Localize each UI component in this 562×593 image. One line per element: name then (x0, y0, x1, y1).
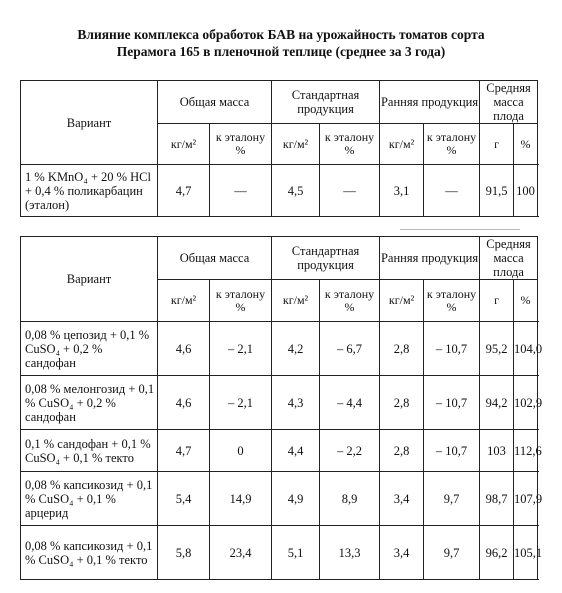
yield-table-standard (20, 80, 538, 217)
total-mass-pct: 14,9 (210, 472, 272, 526)
table-row (21, 430, 538, 472)
early-pct: – 10,7 (424, 376, 480, 430)
header-g: г (480, 124, 514, 165)
table-row (21, 165, 538, 217)
title-line-2: Перамога 165 в пленочной теплице (среднее за 3 года) (116, 44, 446, 59)
header-early: Ранняя продукция (380, 81, 480, 124)
avg-fruit-pct: 104,0 (514, 322, 538, 376)
early-value: 2,8 (380, 430, 424, 472)
total-mass-value: 5,8 (158, 526, 210, 580)
total-mass-value: 4,6 (158, 322, 210, 376)
total-mass-pct: 0 (210, 430, 272, 472)
total-mass-pct: — (210, 165, 272, 217)
total-mass-pct: 23,4 (210, 526, 272, 580)
header-g: г (480, 280, 514, 322)
header-kg-m2: кг/м² (158, 280, 210, 322)
avg-fruit-g: 95,2 (480, 322, 514, 376)
avg-fruit-g: 96,2 (480, 526, 514, 580)
early-pct: 9,7 (424, 472, 480, 526)
variant-cell: 0,08 % цепозид + 0,1 % CuSO₄ + 0,2 % сандофан (21, 322, 158, 376)
avg-fruit-g: 91,5 (480, 165, 514, 217)
early-pct: — (424, 165, 480, 217)
header-variant: Вариант (21, 237, 158, 322)
table-row (21, 376, 538, 430)
header-kg-m2: кг/м² (272, 280, 320, 322)
standard-value: 4,3 (272, 376, 320, 430)
header-standard: Стандартная продукция (272, 237, 380, 280)
total-mass-value: 4,7 (158, 430, 210, 472)
header-kg-m2: кг/м² (380, 124, 424, 165)
early-value: 3,4 (380, 526, 424, 580)
header-kg-m2: кг/м² (272, 124, 320, 165)
early-value: 2,8 (380, 322, 424, 376)
total-mass-pct: – 2,1 (210, 322, 272, 376)
avg-fruit-pct: 105,1 (514, 526, 538, 580)
variant-cell: 0,08 % капсикозид + 0,1 % CuSO₄ + 0,1 % арцерид (21, 472, 158, 526)
total-mass-value: 4,7 (158, 165, 210, 217)
standard-pct: – 4,4 (320, 376, 380, 430)
header-variant: Вариант (21, 81, 158, 165)
avg-fruit-g: 94,2 (480, 376, 514, 430)
standard-pct: – 6,7 (320, 322, 380, 376)
table-row (21, 472, 538, 526)
avg-fruit-g: 103 (480, 430, 514, 472)
standard-pct: 13,3 (320, 526, 380, 580)
yield-table-treatments (20, 236, 543, 580)
divider (400, 229, 520, 230)
avg-fruit-pct: 100 (514, 165, 538, 217)
early-pct: – 10,7 (424, 430, 480, 472)
variant-cell: 0,1 % сандофан + 0,1 % CuSO₄ + 0,1 % текто (21, 430, 158, 472)
standard-pct: 8,9 (320, 472, 380, 526)
total-mass-value: 4,6 (158, 376, 210, 430)
header-kg-m2: кг/м² (380, 280, 424, 322)
standard-value: 4,5 (272, 165, 320, 217)
header-total-mass: Общая масса (158, 81, 272, 124)
early-pct: 9,7 (424, 526, 480, 580)
header-to-standard: к эталону % (424, 280, 480, 322)
title-line-1: Влияние комплекса обработок БАВ на урожайность томатов сорта (77, 27, 485, 42)
header-kg-m2: кг/м² (158, 124, 210, 165)
table-row (21, 322, 538, 376)
header-pct: % (514, 280, 538, 322)
variant-cell: 1 % KMnO₄ + 20 % HCl + 0,4 % поликарбацин (эталон) (21, 165, 158, 217)
avg-fruit-pct: 107,9 (514, 472, 538, 526)
header-avg-fruit: Средняя масса плода (480, 237, 538, 280)
avg-fruit-pct: 112,6 (514, 430, 538, 472)
header-to-standard: к эталону % (320, 280, 380, 322)
standard-value: 4,9 (272, 472, 320, 526)
standard-value: 4,4 (272, 430, 320, 472)
document-title (0, 26, 562, 60)
header-total-mass: Общая масса (158, 237, 272, 280)
header-standard: Стандартная продукция (272, 81, 380, 124)
total-mass-value: 5,4 (158, 472, 210, 526)
standard-value: 4,2 (272, 322, 320, 376)
header-to-standard: к эталону % (320, 124, 380, 165)
table-row (21, 526, 538, 580)
standard-pct: — (320, 165, 380, 217)
header-avg-fruit: Средняя масса плода (480, 81, 538, 124)
header-to-standard: к эталону % (424, 124, 480, 165)
early-value: 3,4 (380, 472, 424, 526)
total-mass-pct: – 2,1 (210, 376, 272, 430)
variant-cell: 0,08 % капсикозид + 0,1 % CuSO₄ + 0,1 % текто (21, 526, 158, 580)
header-early: Ранняя продукция (380, 237, 480, 280)
variant-cell: 0,08 % мелонгозид + 0,1 % CuSO₄ + 0,2 % сандофан (21, 376, 158, 430)
avg-fruit-pct: 102,9 (514, 376, 538, 430)
header-pct: % (514, 124, 538, 165)
standard-value: 5,1 (272, 526, 320, 580)
early-value: 2,8 (380, 376, 424, 430)
avg-fruit-g: 98,7 (480, 472, 514, 526)
header-to-standard: к эталону % (210, 280, 272, 322)
early-value: 3,1 (380, 165, 424, 217)
header-to-standard: к эталону % (210, 124, 272, 165)
early-pct: – 10,7 (424, 322, 480, 376)
standard-pct: – 2,2 (320, 430, 380, 472)
